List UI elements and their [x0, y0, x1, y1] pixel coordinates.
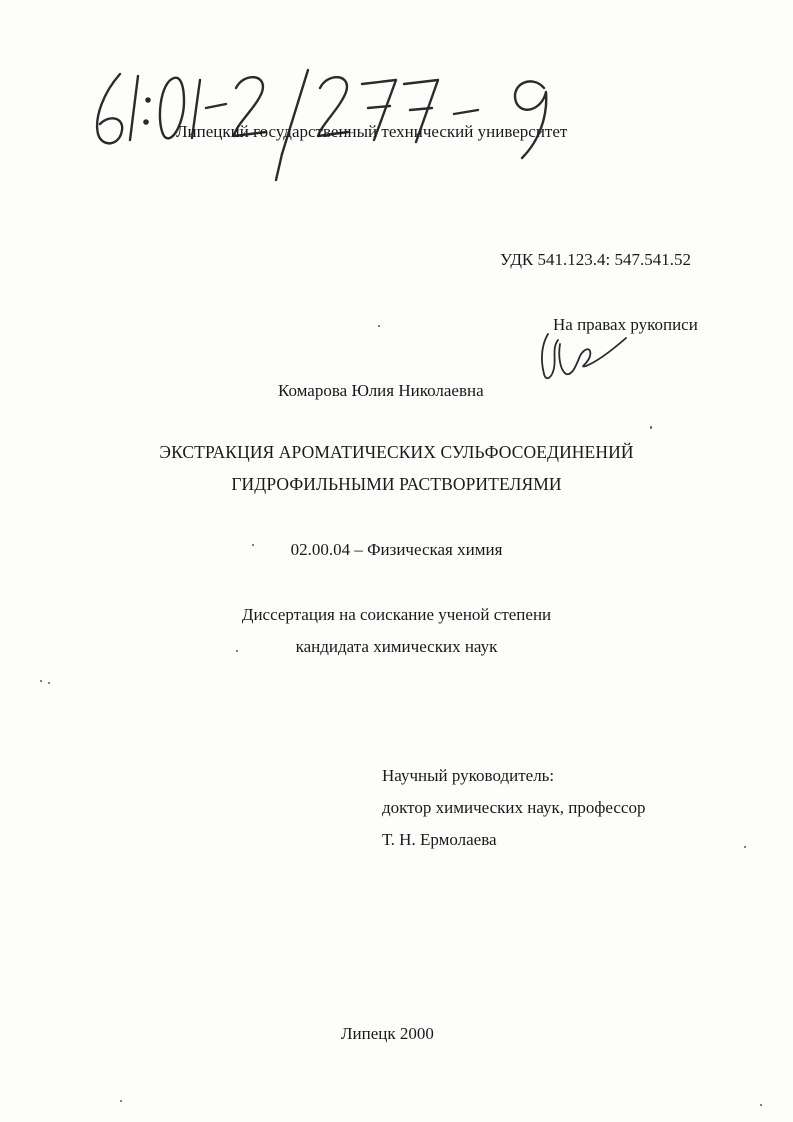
thesis-title-line-2: ГИДРОФИЛЬНЫМИ РАСТВОРИТЕЛЯМИ [231, 474, 562, 494]
specialty-code: 02.00.04 – Физическая химия [290, 540, 503, 559]
supervisor-rank: доктор химических наук, профессор [382, 798, 646, 817]
scan-speck [236, 650, 238, 652]
place-and-year: Липецк 2000 [341, 1024, 434, 1043]
scan-speck [744, 846, 746, 848]
scan-speck [650, 426, 652, 429]
university-name: Липецкий государственный технический университет [176, 122, 568, 141]
supervisor-label: Научный руководитель: [382, 766, 555, 785]
udc-code: УДК 541.123.4: 547.541.52 [500, 250, 691, 269]
scan-speck [120, 1100, 122, 1102]
author-name: Комарова Юлия Николаевна [278, 381, 484, 400]
scan-speck [760, 1104, 762, 1106]
degree-line-1: Диссертация на соискание ученой степени [241, 605, 552, 624]
supervisor-name: Т. Н. Ермолаева [382, 830, 497, 849]
thesis-title-line-1: ЭКСТРАКЦИЯ АРОМАТИЧЕСКИХ СУЛЬФОСОЕДИНЕНИЙ [159, 442, 634, 462]
scan-speck [48, 682, 50, 684]
scan-speck [40, 680, 42, 682]
scan-speck [378, 325, 380, 327]
rights-note: На правах рукописи [553, 315, 698, 334]
scan-speck [252, 544, 254, 546]
degree-line-2: кандидата химических наук [295, 637, 498, 656]
signature [530, 330, 630, 390]
